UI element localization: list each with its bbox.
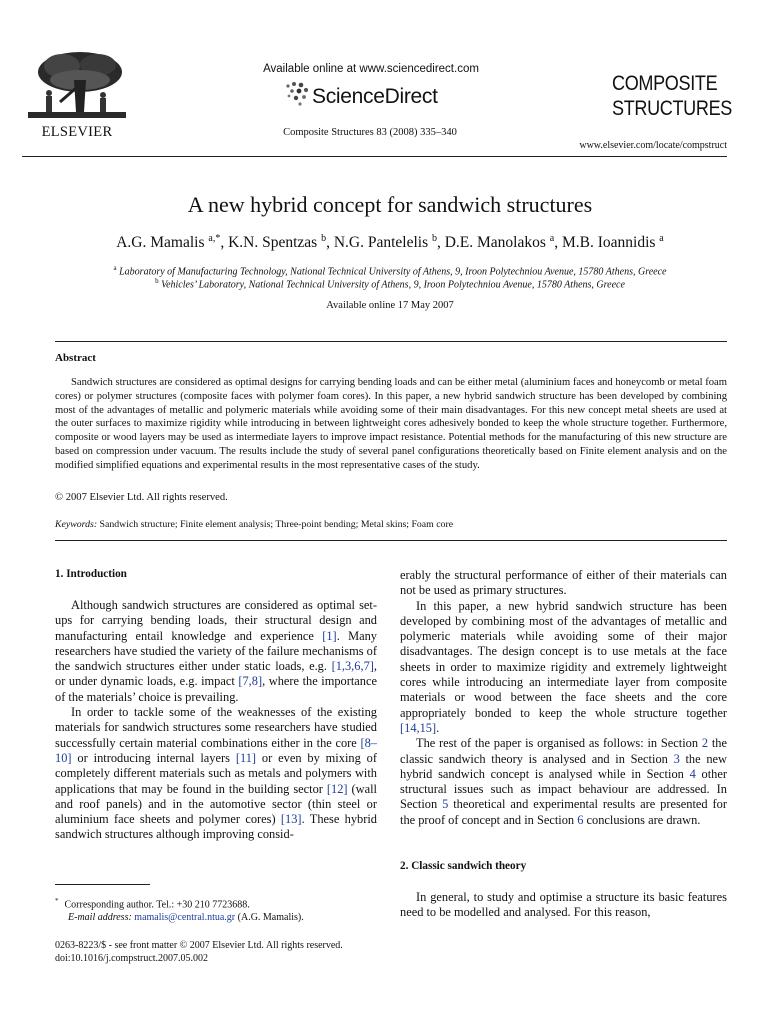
journal-title-line1: COMPOSITE [612,72,718,95]
affiliation [22,277,758,290]
section-heading-introduction: 1. Introduction [55,568,127,580]
available-date: Available online 17 May 2007 [326,300,454,311]
abstract-copyright: © 2007 Elsevier Ltd. All rights reserved. [55,492,228,503]
section2-text [400,890,727,921]
section-link[interactable]: 4 [689,766,696,781]
author-affil-mark: b [431,233,437,244]
publisher-name: ELSEVIER [41,124,113,140]
citation-link[interactable]: [7,8] [238,674,263,689]
doi-line[interactable]: doi:10.1016/j.compstruct.2007.05.002 [55,953,209,964]
keywords-text: Sandwich structure; Finite element analysis; Three-point bending; Metal skins; Foam core [99,519,454,530]
affiliation-mark: a [113,264,117,272]
intro-paragraph-4: The rest of the paper is organised as follows: in Section 2 the classic sandwich theory is analysed and in Section 3 the new hybrid sandwich concept is analysed while in Section 4 other structural issues such as impact behaviour are addressed. In Section 5 theoretical and experimental results are presented for the proof of concept and in Section 6 conclusions are drawn. [400,736,728,827]
author-name: D.E. Manolakos [444,234,546,252]
affiliation-text: Vehicles’ Laboratory, National Technical University of Athens, 9, Iroon Polytechniou Avenue, 15780 Athens, Greece [161,279,625,291]
keywords [55,519,453,530]
journal-reference: Composite Structures 83 (2008) 335–340 [283,127,457,138]
intro-paragraph-1: Although sandwich structures are considered as optimal set-ups for carrying bending loads, their structural design and manufacturing entail knowledge and experience [1]. Many researchers have studied the variety of the failure mechanisms of the sandwich structures either under static loads, e.g. [1,3,6,7], or under dynamic loads, e.g. impact [7,8], where the importance of the materials’ choice is prevailing. [55,598,378,704]
abstract-paragraph: Sandwich structures are considered as optimal designs for carrying bending loads and can be either metal (aluminium faces and honeycomb or metal foam cores) or polymer structures (composite faces with polymer foam cores). In this paper, a new hybrid sandwich structure has been developed by combining most of the advantages of metallic and polymeric materials while avoiding some of their main disadvantages. For this new concept metal sheets are used at the outer surfaces to maximize rigidity while introducing in between lightweight cores adhesively bonded to keep the whole structure together. Furthermore, composite or wood layers may be used as intermediate layers to improve impact resistance. Potential methods for the manufacturing of this new structure are based on compression under vacuum. The results include the study of several panel configurations theoretically based on Finite element analysis and on the modified simplified equations and experimental results in the most representative cases of the study. [55,377,727,471]
author-name: N.G. Pantelelis [333,234,429,252]
citation-link[interactable]: [1,3,6,7] [331,659,374,674]
intro-paragraph-2: In order to tackle some of the weaknesses of the existing materials for sandwich structures some researchers have studied successfully certain material combinations either in the core [8–10] or introducing internal layers [11] or even by mixing of completely different materials such as metals and polymers with applications that may be found in the building sector [12] (wall and roof panels) and in the automotive sector (thin steel or aluminium face sheets and polymer cores) [13]. These hybrid sandwich structures although improving consid- [55,705,377,842]
abstract-heading: Abstract [55,352,96,364]
email-label: E-mail address: [68,912,132,924]
citation-link[interactable]: [8–10] [55,735,377,765]
keywords-label: Keywords: [55,519,98,530]
header-rule [22,156,727,157]
section-link[interactable]: 5 [442,797,449,812]
issn-line: 0263-8223/$ - see front matter © 2007 Elsevier Ltd. All rights reserved. [55,940,343,951]
affiliation-text: Laboratory of Manufacturing Technology, National Technical University of Athens, 9, Iroon Polytechniou Avenue, 15780 Athens, Greece [119,266,667,278]
journal-url[interactable]: www.elsevier.com/locate/compstruct [579,140,727,151]
paper-title: A new hybrid concept for sandwich structures [187,192,593,217]
abstract-rule [55,341,727,342]
citation-link[interactable]: [14,15] [400,720,437,735]
issn-doi [55,939,385,965]
intro-paragraph-continued: erably the structural performance of either of their materials can not be used as primary structures. [400,568,727,598]
author-affil-mark: a [549,233,555,244]
footnote-mark: * [55,897,59,905]
affiliation [22,264,758,277]
author-affil-mark: b [321,233,327,244]
right-column [400,568,727,828]
footnote-tel: Corresponding author. Tel.: +30 210 7723688. [64,899,250,911]
citation-link[interactable]: [1] [322,628,337,643]
email-link[interactable]: mamalis@central.ntua.gr [134,912,236,924]
author-name: K.N. Spentzas [228,234,318,252]
sciencedirect-dots-icon [284,80,312,108]
journal-title-line2: STRUCTURES [612,97,732,120]
section-link[interactable]: 2 [701,736,709,751]
author-name: A.G. Mamalis [116,234,205,252]
citation-link[interactable]: [13] [280,812,302,827]
footnote-rule [55,884,150,885]
corresponding-author-footnote [55,895,377,924]
available-online-link[interactable]: Available online at www.sciencedirect.com [263,63,479,75]
author-affil-mark: a [659,233,664,244]
section-link[interactable]: 3 [673,751,680,766]
section2-paragraph: In general, to study and optimise a structure its basic features need to be modelled and analysed. For this reason, [400,890,727,920]
section-link[interactable]: 6 [577,812,584,827]
left-column [55,598,377,843]
author-affil-mark: a,* [208,233,221,244]
affiliation-mark: b [155,277,159,285]
sciencedirect-wordmark[interactable]: ScienceDirect [312,85,438,108]
abstract-text [55,376,727,473]
section-heading-classic-theory: 2. Classic sandwich theory [400,860,527,872]
intro-paragraph-3: In this paper, a new hybrid sandwich structure has been developed by combining most of the advantages of metallic and polymeric materials while avoiding some of their major disadvantages. The design concept is to use metals at the face sheets in order to maximize rigidity and extremely lightweight cores while introducing an intermediate layer from composite materials or wood between the face sheets and the core appropriately bonded to keep the whole structure together [14,15]. [400,598,727,735]
citation-link[interactable]: [12] [326,781,348,796]
elsevier-tree-icon [22,50,132,122]
author-name: M.B. Ioannidis [561,234,656,252]
citation-link[interactable]: [11] [235,750,257,765]
author-list: A.G. Mamalis $^{a,*}$, K.N. Spentzas $^b$, N.G. Pantelelis $^b$, D.E. Manolakos $^a$, M.B. Ioannidis $^a$ [116,233,664,252]
journal-title [612,71,732,121]
keywords-rule [55,540,727,541]
email-suffix: (A.G. Mamalis). [235,912,304,924]
